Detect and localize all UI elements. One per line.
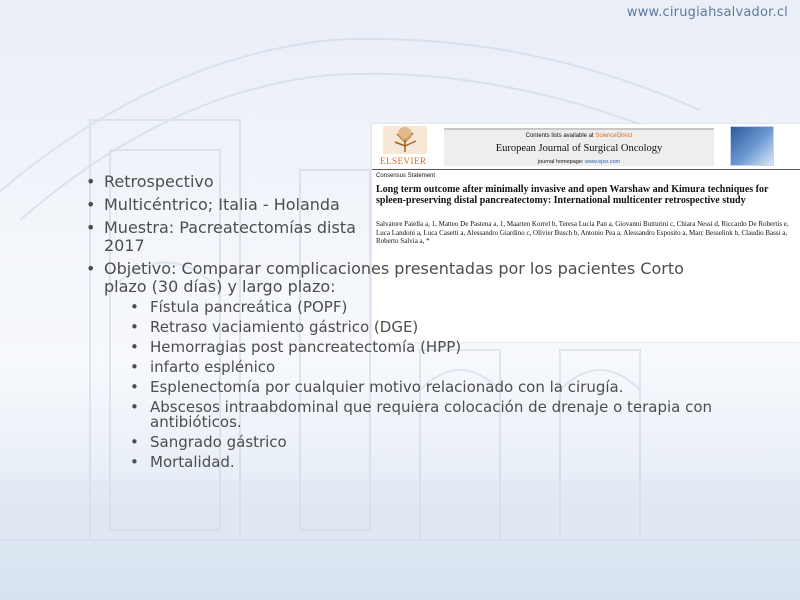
- article-title: Long term outcome after minimally invasive and open Warshaw and Kimura techniques for spleen-preserving distal pancreatectomy: International multicenter retrospective study: [376, 184, 769, 206]
- sub-bullet: • Fístula pancreática (POPF): [130, 300, 726, 315]
- journal-homepage-line: [444, 159, 714, 165]
- sub-bullet: • Mortalidad.: [130, 455, 726, 470]
- sub-bullet: • Sangrado gástrico: [130, 435, 726, 450]
- bullet-text: Objetivo: Comparar complicaciones presentadas por los pacientes Corto plazo (30 días) y largo plazo:: [104, 259, 684, 296]
- bullet-objective: [86, 260, 726, 470]
- contents-available-line: [444, 133, 714, 139]
- homepage-url: www.ejso.com: [584, 159, 621, 165]
- sub-bullet: • Retraso vaciamiento gástrico (DGE): [130, 320, 726, 335]
- bullet-text: Muestra: Pacreatectomías dista 2017: [104, 218, 356, 255]
- header-divider: [372, 169, 800, 170]
- article-section-label: Consensus Statement: [376, 173, 436, 179]
- bullet-sample: [86, 219, 379, 255]
- elsevier-logo: [375, 124, 437, 169]
- bullet-centers: [86, 196, 726, 214]
- journal-title: European Journal of Surgical Oncology: [495, 143, 663, 154]
- main-bullet-list: [86, 173, 726, 470]
- journal-cover-thumbnail: [730, 126, 774, 166]
- website-url: www.cirugiahsalvador.cl: [626, 5, 788, 20]
- elsevier-logo-text: ELSEVIER: [380, 156, 427, 166]
- bullet-text: Retrospectivo: [104, 172, 214, 191]
- contents-prefix: Contents lists available at: [525, 133, 596, 139]
- complications-list: [104, 300, 726, 470]
- elsevier-tree-icon: [375, 124, 437, 156]
- sciencedirect-link: ScienceDirect: [595, 133, 633, 139]
- bullet-text: Multicéntrico; Italia - Holanda: [104, 195, 340, 214]
- article-authors: Salvatore Paiella a, 1, Matteo De Pastena a, 1, Maarten Korrel b, Teresa Lucia Pan a, Giovanni Butturini c, Chiara Nessi d, Riccardo De Robertis e, Luca Landoni a, Luca Casetti a, Alessandro Giardino c, Olivier Busch b, Antonio Pea a, Alessandro Esposito a, Marc Besselink b, Claudio Bassi a, Roberto Salvia a, *: [376, 220, 789, 246]
- homepage-prefix: journal homepage:: [537, 159, 585, 165]
- sub-bullet: • Hemorragias post pancreatectomía (HPP): [130, 340, 726, 355]
- sub-bullet: • Abscesos intraabdominal que requiera colocación de drenaje o terapia con antibióticos.: [130, 400, 726, 430]
- journal-header: [444, 128, 714, 166]
- sub-bullet: • Esplenectomía por cualquier motivo relacionado con la cirugía.: [130, 380, 726, 395]
- bullet-design: [86, 173, 726, 191]
- slide-content: [86, 173, 726, 475]
- sub-bullet: • infarto esplénico: [130, 360, 726, 375]
